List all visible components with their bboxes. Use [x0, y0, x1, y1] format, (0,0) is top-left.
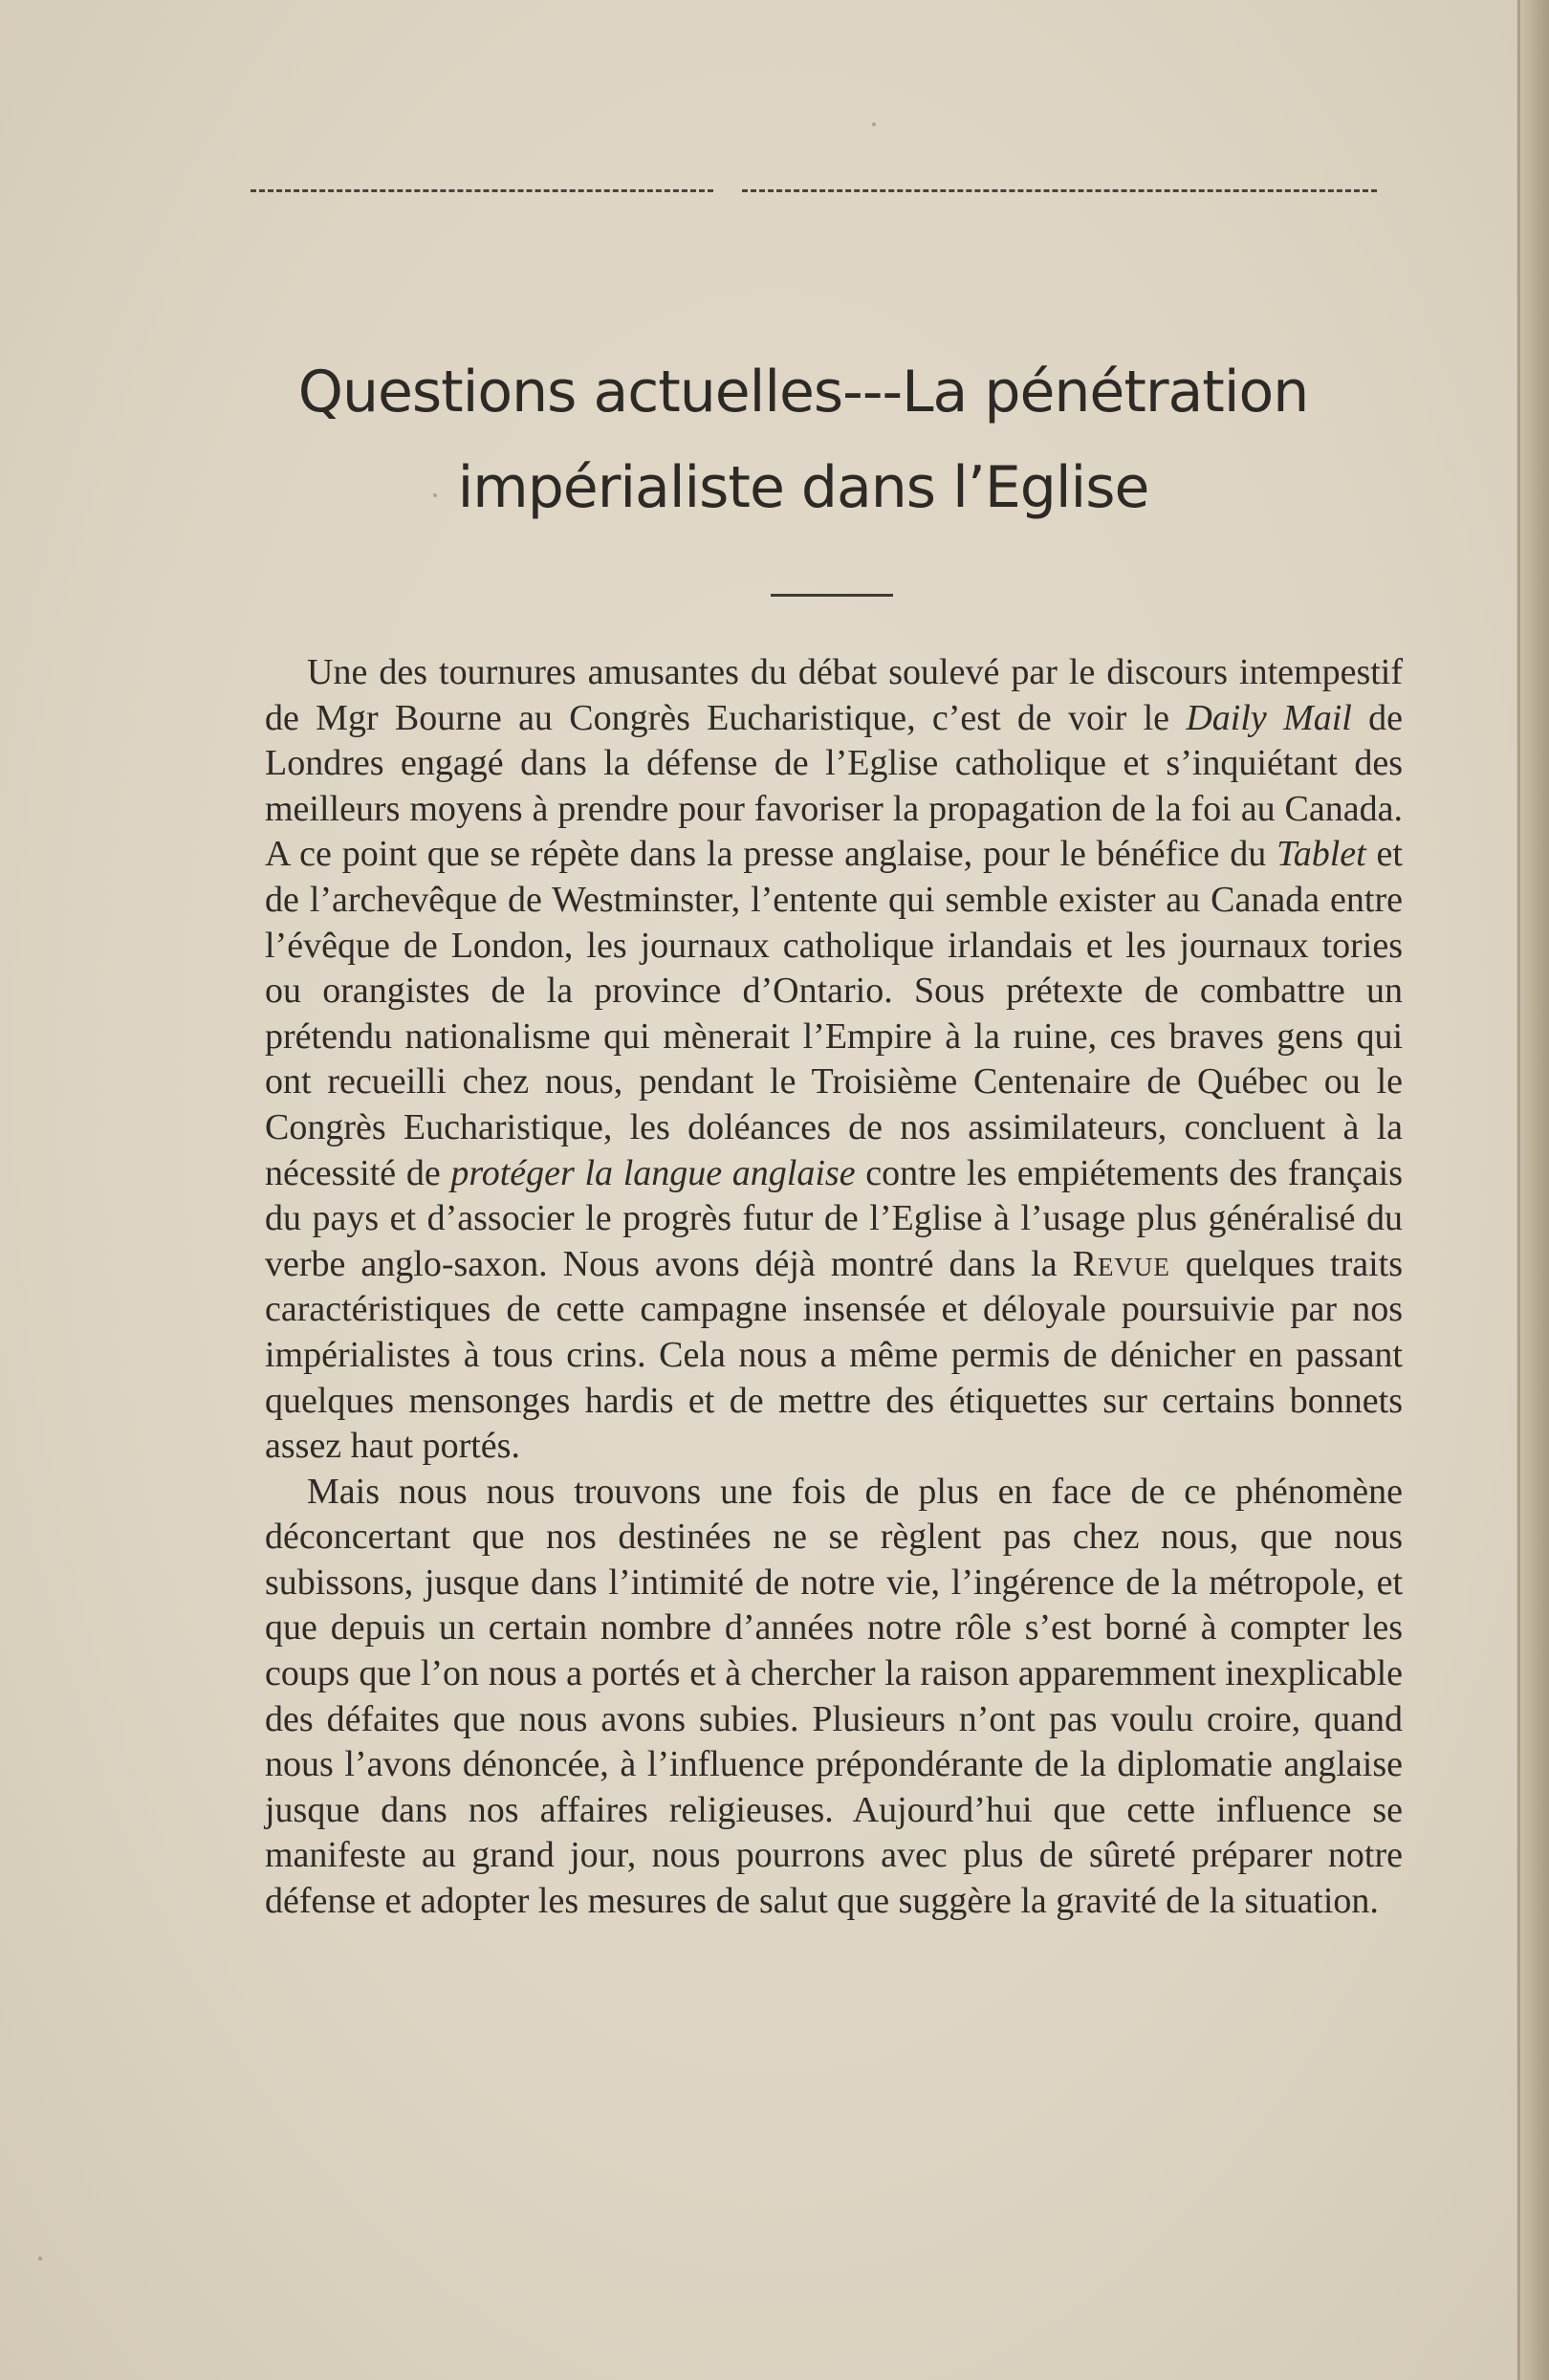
- top-decorative-rule-right: [742, 189, 1377, 192]
- page-edge-line: [1517, 0, 1520, 2380]
- paragraph-1-text-e: quelques traits caractéristiques de cette campagne insensée et déloyale poursuivie par nos impérialistes à tous crins. Cela nous a même permis de dénicher en passant quelques mensonges hardis et de mettre des étiquettes sur certains bonnets assez haut portés.: [265, 1243, 1404, 1467]
- revue-smallcaps: Revue: [1072, 1243, 1170, 1284]
- title-separator-rule: [771, 594, 893, 597]
- paragraph-1: [265, 650, 1403, 1470]
- article-title-line-1: Questions actuelles---La pénétration: [297, 359, 1309, 426]
- article-title: [229, 344, 1377, 535]
- paragraph-1-text-b: de Londres engagé dans la défense de l’Eglise catholique et s’inquiétant des meilleurs moyens à prendre pour favoriser la propagation de la foi au Canada. A ce point que se répète dans la presse anglaise, pour le bénéfice du: [265, 697, 1403, 875]
- italic-phrase-proteger: protéger la langue anglaise: [450, 1152, 856, 1193]
- newspaper-name-daily-mail: Daily Mail: [1186, 697, 1352, 738]
- paper-speck: [872, 122, 876, 126]
- paragraph-1-text-d: contre les empiétements des français du pays et d’associer le progrès futur de l’Eglise à l’usage plus généralisé du verbe anglo-saxon. Nous avons déjà montré dans la: [265, 1152, 1403, 1284]
- paragraph-1-text-a: Une des tournures amusantes du débat soulevé par le discours intempestif de Mgr Bourne au Congrès Eucharistique, c’est de voir le: [265, 652, 1403, 738]
- paragraph-2: Mais nous nous trouvons une fois de plus en face de ce phénomène déconcertant que nos destinées ne se règlent pas chez nous, que nous subissons, jusque dans l’intimité de notre vie, l’ingérence de la métropole, et que depuis un certain nombre d’années notre rôle s’est borné à compter les coups que l’on nous a portés et à chercher la raison apparemment inexplicable des défaites que nous avons subies. Plusieurs n’ont pas voulu croire, quand nous l’avons dénoncée, à l’influence prépondérante de la diplomatie anglaise jusque dans nos affaires religieuses. Aujourd’hui que cette influence se manifeste au grand jour, nous pourrons avec plus de sûreté préparer notre défense et adopter les mesures de salut que suggère la gravité de la situation.: [265, 1471, 1403, 1922]
- page-edge-shadow: [1516, 0, 1549, 2380]
- article-body: [265, 650, 1403, 1925]
- article-title-line-2: impérialiste dans l’Eglise: [457, 454, 1149, 521]
- newspaper-name-tablet: Tablet: [1276, 834, 1366, 875]
- paper-speck: [38, 2257, 42, 2260]
- paragraph-1-text-c: et de l’archevêque de Westminster, l’entente qui semble exister au Canada entre l’évêque de London, les journaux catholique irlandais et les journaux tories ou orangistes de la province d’Ontario. Sous prétexte de combattre un prétendu nationalisme qui mènerait l’Empire à la ruine, ces braves gens qui ont recueilli chez nous, pendant le Troisième Centenaire de Québec ou le Congrès Eucharistique, les doléances de nos assimilateurs, concluent à la nécessité de: [265, 834, 1403, 1193]
- top-decorative-rule-left: [251, 189, 713, 192]
